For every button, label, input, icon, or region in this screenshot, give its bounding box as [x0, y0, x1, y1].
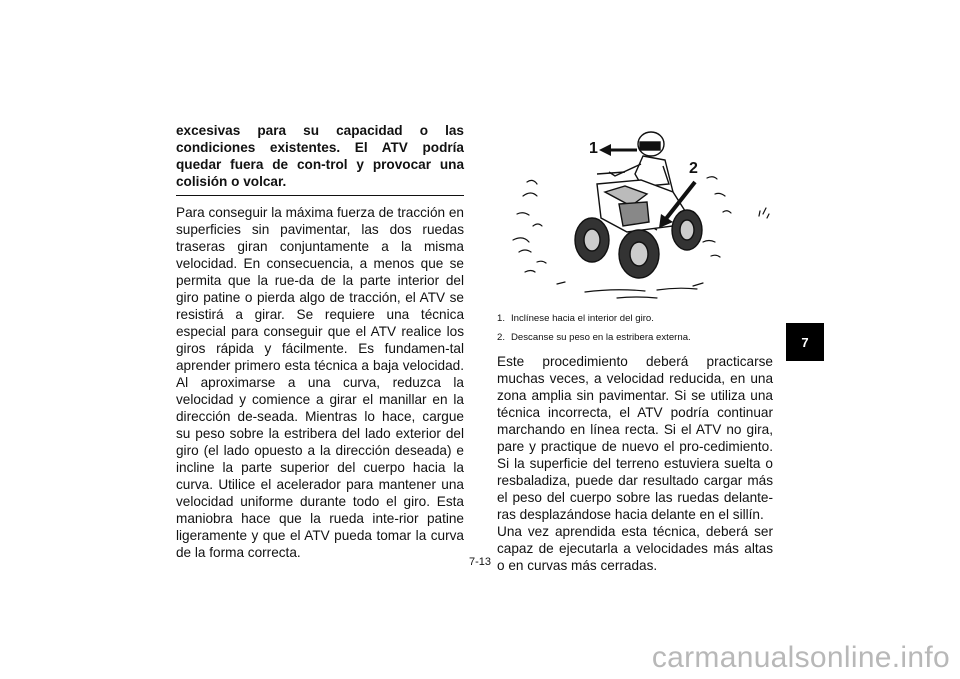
caption-item — [497, 331, 773, 345]
chapter-tab: 7 — [786, 323, 824, 361]
right-column — [497, 122, 773, 574]
caption-number: 2. — [497, 332, 506, 343]
advanced-paragraph: Una vez aprendida esta técnica, deberá ser capaz de ejecutarla a velocidades más altas o en curvas más cerradas. — [497, 524, 773, 573]
caption-number: 1. — [497, 313, 506, 324]
warning-text: excesivas para su capacidad o las condiciones existentes. El ATV podría quedar fuera de con-trol y provocar una colisión o volcar. — [176, 123, 464, 189]
turning-technique-paragraph: Para conseguir la máxima fuerza de tracción en superficies sin pavimentar, las dos ruedas traseras giran conjuntamente a la misma velocidad. En consecuencia, a menos que se permita que la rue-da de la parte interior del giro patine o pierda algo de tracción, el ATV se resistirá a girar. Se requiere una técnica especial para conseguir que el ATV realice los giros rápida y fácilmente. Es fundamen-tal aprender primero esta técnica a baja velocidad. Al aproximarse a una curva, reduzca la velocidad y comience a girar el manillar en la dirección de-seada. Mientras lo hace, cargue su peso sobre la estribera del lado exterior del giro (el lado opuesto a la dirección deseada) e incline la parte superior del cuerpo hacia la curva. Utilice el acelerador para mantener una velocidad uniforme durante todo el giro. Esta maniobra hace que la rueda inte-rior patine ligeramente y que el ATV pueda tomar la curva de la forma correcta. — [176, 205, 464, 560]
left-column — [176, 122, 464, 561]
warning-divider — [176, 195, 464, 196]
figure-captions — [497, 312, 773, 345]
practice-paragraph: Este procedimiento deberá practicarse muchas veces, a velocidad reducida, en una zona amplia sin pavimentar. Si se utiliza una técnica incorrecta, el ATV podría continuar marchando en línea recta. Si el ATV no gira, pare y practique de nuevo el pro-cedimiento. Si la superficie del terreno estuviera suelta o resbaladiza, puede dar resultado cargar más el peso del cuerpo sobre las ruedas delante-ras desplazándose hacia delante en el sillín. — [497, 354, 773, 522]
callout-1-label: 1 — [589, 140, 598, 157]
caption-item — [497, 312, 773, 326]
watermark: carmanualsonline.info — [651, 641, 950, 674]
page-number: 7-13 — [468, 556, 492, 568]
atv-turning-illustration — [497, 122, 773, 302]
caption-text: Inclínese hacia el interior del giro. — [511, 313, 654, 324]
callout-2-label: 2 — [689, 160, 698, 177]
atv-rider-drawing — [497, 122, 773, 302]
caption-text: Descanse su peso en la estribera externa. — [511, 332, 691, 343]
practice-text — [497, 353, 773, 574]
